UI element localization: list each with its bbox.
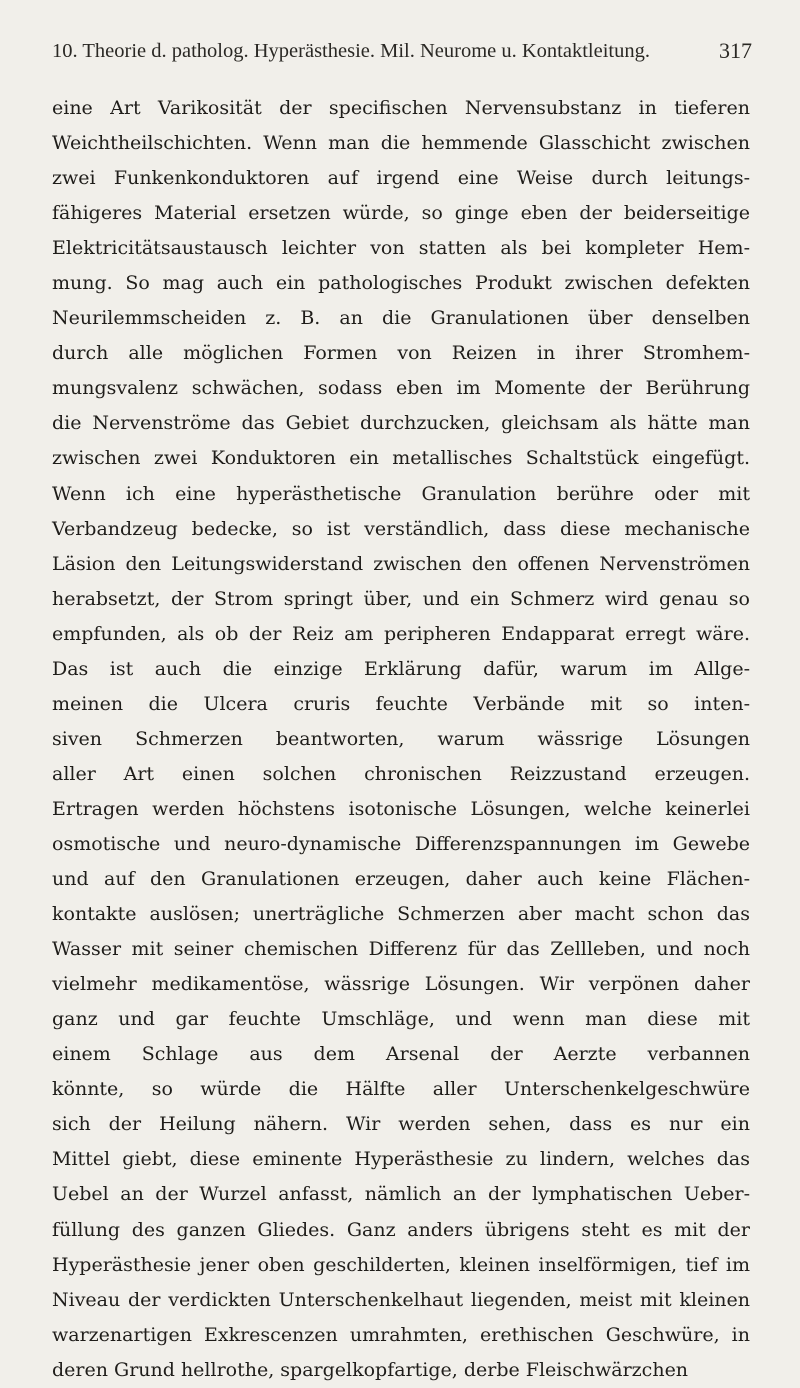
text-line: sich der Heilung nähern. Wir werden sehen, dass es nur ein — [52, 1113, 750, 1136]
text-line: fähigeres Material ersetzen würde, so ginge eben der beiderseitige — [52, 202, 750, 225]
text-line: siven Schmerzen beantworten, warum wässrige Lösungen — [52, 727, 750, 750]
text-line: Läsion den Leitungswiderstand zwischen den offenen Nervenströmen — [52, 552, 750, 575]
body-text — [52, 91, 750, 1388]
text-line: osmotische und neuro-dynamische Differenzspannungen im Gewebe — [52, 832, 750, 855]
text-line: ganz und gar feuchte Umschläge, und wenn man diese mit — [52, 1008, 750, 1031]
text-line: könnte, so würde die Hälfte aller Unterschenkelgeschwüre — [52, 1078, 750, 1101]
running-header — [52, 34, 752, 68]
text-line: Wasser mit seiner chemischen Differenz für das Zellleben, und noch — [52, 938, 750, 961]
text-line: die Nervenströme das Gebiet durchzucken, gleichsam als hätte man — [52, 412, 750, 435]
text-line: Hyperästhesie jener oben geschilderten, kleinen inselförmigen, tief im — [52, 1253, 750, 1276]
text-line: Verbandzeug bedecke, so ist verständlich, dass diese mechanische — [52, 517, 750, 540]
text-line: Das ist auch die einzige Erklärung dafür, warum im Allge- — [52, 657, 750, 680]
text-line: meinen die Ulcera cruris feuchte Verbände mit so inten- — [52, 692, 750, 715]
text-line: herabsetzt, der Strom springt über, und ein Schmerz wird genau so — [52, 587, 750, 610]
text-line: Uebel an der Wurzel anfasst, nämlich an der lymphatischen Ueber- — [52, 1183, 750, 1206]
text-line: Niveau der verdickten Unterschenkelhaut liegenden, meist mit kleinen — [52, 1288, 750, 1311]
text-line: mung. So mag auch ein pathologisches Produkt zwischen defekten — [52, 272, 750, 295]
text-line: Wenn ich eine hyperästhetische Granulation berühre oder mit — [52, 482, 750, 505]
text-line: kontakte auslösen; unerträgliche Schmerzen aber macht schon das — [52, 903, 750, 926]
chapter-heading: 10. Theorie d. patholog. Hyperästhesie. Mil. Neurome u. Kontaktleitung. — [52, 40, 650, 62]
text-line: mungsvalenz schwächen, sodass eben im Momente der Berührung — [52, 377, 750, 400]
text-line: und auf den Granulationen erzeugen, daher auch keine Flächen- — [52, 868, 750, 891]
text-line: vielmehr medikamentöse, wässrige Lösungen. Wir verpönen daher — [52, 973, 750, 996]
text-line: füllung des ganzen Gliedes. Ganz anders übrigens steht es mit der — [52, 1218, 750, 1241]
text-line: Weichtheilschichten. Wenn man die hemmende Glasschicht zwischen — [52, 132, 750, 155]
text-line: eine Art Varikosität der specifischen Nervensubstanz in tieferen — [52, 97, 750, 119]
text-line: Mittel giebt, diese eminente Hyperästhesie zu lindern, welches das — [52, 1148, 750, 1171]
text-line: durch alle möglichen Formen von Reizen in ihrer Stromhem- — [52, 342, 750, 365]
text-line: Neurilemmscheiden z. B. an die Granulationen über denselben — [52, 307, 750, 330]
text-line: warzenartigen Exkrescenzen umrahmten, erethischen Geschwüre, in — [52, 1323, 750, 1346]
page-number: 317 — [719, 38, 752, 63]
text-line: empfunden, als ob der Reiz am peripheren Endapparat erregt wäre. — [52, 622, 750, 645]
text-line: aller Art einen solchen chronischen Reizzustand erzeugen. — [52, 762, 750, 785]
text-line: zwischen zwei Konduktoren ein metallisches Schaltstück eingefügt. — [52, 447, 750, 470]
text-line: zwei Funkenkonduktoren auf irgend eine Weise durch leitungs- — [52, 167, 750, 190]
text-line: einem Schlage aus dem Arsenal der Aerzte verbannen — [52, 1043, 750, 1066]
text-line: Ertragen werden höchstens isotonische Lösungen, welche keinerlei — [52, 797, 750, 820]
text-line: deren Grund hellrothe, spargelkopfartige, derbe Fleischwärzchen — [52, 1358, 689, 1381]
text-line: Elektricitätsaustausch leichter von statten als bei kompleter Hem- — [52, 237, 750, 260]
